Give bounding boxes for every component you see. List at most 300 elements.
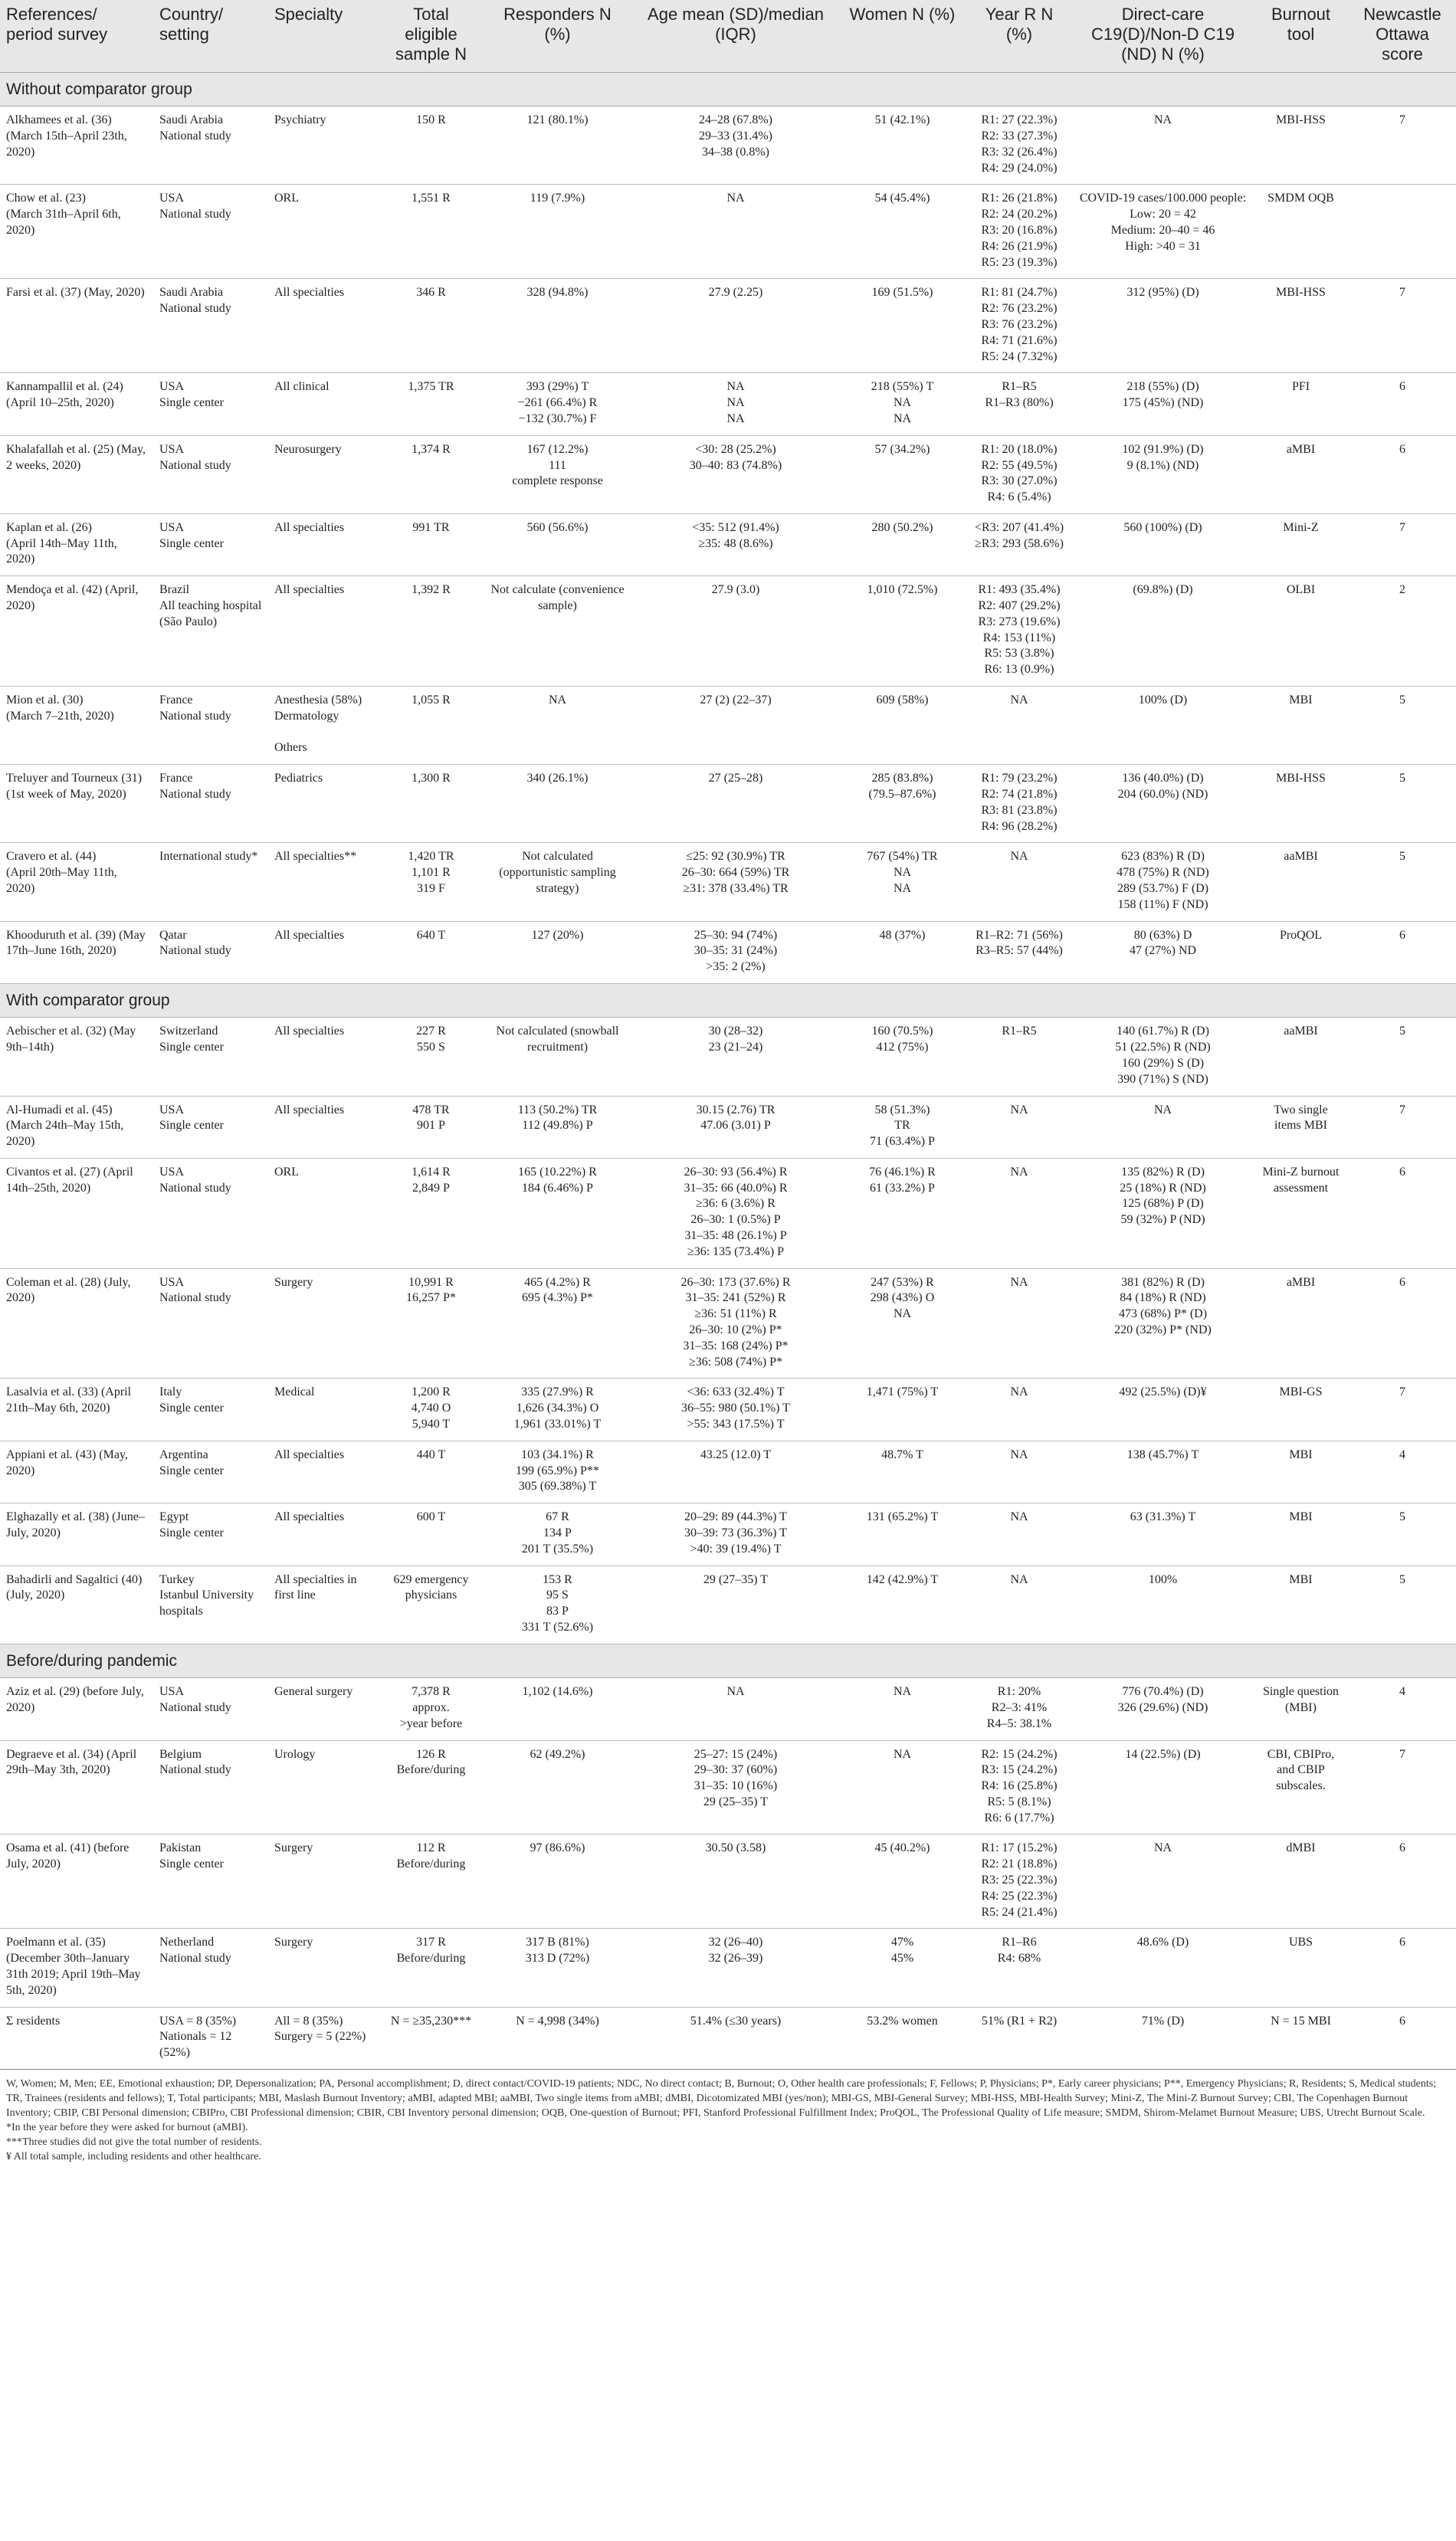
total-cell: Σ residents xyxy=(0,2007,153,2069)
table-cell: 7 xyxy=(1349,279,1456,373)
footnote-abbreviations: W, Women; M, Men; EE, Emotional exhaustion; DP, Depersonalization; PA, Personal accomplishment; D, direct contact/COVID-19 patients; NDC, No direct contact; B, Burnout; O, Other health care professionals; F, Fellows; P, Physicians; P*, Early career physicians; P**, Emergency Physicians; R, Residents; S, Medical students; TR, Trainees (residents and fellows); T, Total participants; MBI, Maslash Burnout Inventory; aMBI, adapted MBI; aaMBI, Two single items from aMBI; dMBI, Dicotomizated MBI (yes/non); MBI-GS, MBI-General Survey; MBI-HSS, MBI-Health Survey; Mini-Z, The Mini-Z Burnout Survey; CBI, The Copenhagen Burnout Inventory; CBIP, CBI Personal dimension; CBIPro, CBI Professional dimension; CBIR, CBI Inventory personal dimension; OQB, One-question of Burnout; PFI, Stanford Professional Fulfillment Index; ProQOL, The Professional Quality of Life measure; SMDM, Shirom-Melamet Burnout Measure; UBS, Utrecht Burnout Scale. xyxy=(6,2078,1437,2119)
table-row xyxy=(0,513,1456,575)
table-cell: NA xyxy=(1073,1096,1253,1158)
table-cell: 138 (45.7%) T xyxy=(1073,1441,1253,1503)
table-cell: ORL xyxy=(268,185,379,279)
group-header-row xyxy=(0,72,1456,106)
table-cell: NA xyxy=(632,1678,839,1740)
table-cell: 2 xyxy=(1349,576,1456,687)
table-cell: Anesthesia (58%) Dermatology Others xyxy=(268,687,379,765)
table-cell: MBI-HSS xyxy=(1253,279,1349,373)
table-row xyxy=(0,1096,1456,1158)
table-row xyxy=(0,1678,1456,1740)
reference-cell: Treluyer and Tourneux (31) (1st week of May, 2020) xyxy=(0,765,153,843)
table-cell: All clinical xyxy=(268,373,379,435)
table-cell: 136 (40.0%) (D) 204 (60.0%) (ND) xyxy=(1073,765,1253,843)
table-row xyxy=(0,1834,1456,1929)
table-cell: 767 (54%) TR NA NA xyxy=(839,843,966,921)
table-cell: 26–30: 93 (56.4%) R 31–35: 66 (40.0%) R ≥36: 6 (3.6%) R 26–30: 1 (0.5%) P 31–35: 48 (26.1%) P ≥36: 135 (73.4%) P xyxy=(632,1158,839,1268)
table-cell: MBI xyxy=(1253,1503,1349,1566)
table-cell: France National study xyxy=(153,765,268,843)
footnote-2: ***Three studies did not give the total number of residents. xyxy=(6,2136,262,2148)
table-cell: 58 (51.3%) TR 71 (63.4%) P xyxy=(839,1096,966,1158)
total-cell: 6 xyxy=(1349,2007,1456,2069)
table-cell: NA xyxy=(1073,1834,1253,1929)
table-row xyxy=(0,1018,1456,1096)
table-cell: 48.7% T xyxy=(839,1441,966,1503)
table-cell: 25–27: 15 (24%) 29–30: 37 (60%) 31–35: 10 (16%) 29 (25–35) T xyxy=(632,1740,839,1834)
reference-cell: Appiani et al. (43) (May, 2020) xyxy=(0,1441,153,1503)
group-header-row xyxy=(0,984,1456,1018)
column-header: Age mean (SD)/median (IQR) xyxy=(632,0,839,72)
table-cell: Qatar National study xyxy=(153,921,268,983)
table-cell: 629 emergency physicians xyxy=(379,1566,483,1644)
table-cell: 5 xyxy=(1349,1566,1456,1644)
table-cell: 346 R xyxy=(379,279,483,373)
table-cell: All specialties in first line xyxy=(268,1566,379,1644)
table-cell: 160 (70.5%) 412 (75%) xyxy=(839,1018,966,1096)
reference-cell: Chow et al. (23) (March 31th–April 6th, 2020) xyxy=(0,185,153,279)
table-cell: NA xyxy=(966,1441,1073,1503)
table-cell: ProQOL xyxy=(1253,921,1349,983)
table-row xyxy=(0,1268,1456,1379)
table-cell: 1,055 R xyxy=(379,687,483,765)
table-cell: 6 xyxy=(1349,1929,1456,2007)
table-cell: 63 (31.3%) T xyxy=(1073,1503,1253,1566)
total-cell: N = 4,998 (34%) xyxy=(483,2007,632,2069)
reference-cell: Poelmann et al. (35) (December 30th–January 31th 2019; April 19th–May 5th, 2020) xyxy=(0,1929,153,2007)
table-cell: Surgery xyxy=(268,1268,379,1379)
reference-cell: Farsi et al. (37) (May, 2020) xyxy=(0,279,153,373)
table-cell: Pediatrics xyxy=(268,765,379,843)
table-cell: 312 (95%) (D) xyxy=(1073,279,1253,373)
reference-cell: Khalafallah et al. (25) (May, 2 weeks, 2020) xyxy=(0,435,153,513)
table-cell: 153 R 95 S 83 P 331 T (52.6%) xyxy=(483,1566,632,1644)
reference-cell: Mendoça et al. (42) (April, 2020) xyxy=(0,576,153,687)
table-cell: USA Single center xyxy=(153,373,268,435)
table-cell: 1,420 TR 1,101 R 319 F xyxy=(379,843,483,921)
table-cell: 6 xyxy=(1349,435,1456,513)
footnote-1: *In the year before they were asked for burnout (aMBI). xyxy=(6,2121,248,2133)
table-cell: Saudi Arabia National study xyxy=(153,107,268,185)
table-cell: 1,300 R xyxy=(379,765,483,843)
table-cell: Single question (MBI) xyxy=(1253,1678,1349,1740)
table-cell: All specialties xyxy=(268,1096,379,1158)
table-cell: 247 (53%) R 298 (43%) O NA xyxy=(839,1268,966,1379)
table-cell: 7 xyxy=(1349,513,1456,575)
table-cell: NA xyxy=(1073,107,1253,185)
table-row xyxy=(0,687,1456,765)
table-cell: 45 (40.2%) xyxy=(839,1834,966,1929)
table-row xyxy=(0,843,1456,921)
table-cell: 135 (82%) R (D) 25 (18%) R (ND) 125 (68%) P (D) 59 (32%) P (ND) xyxy=(1073,1158,1253,1268)
table-cell: 381 (82%) R (D) 84 (18%) R (ND) 473 (68%) P* (D) 220 (32%) P* (ND) xyxy=(1073,1268,1253,1379)
table-cell: 14 (22.5%) (D) xyxy=(1073,1740,1253,1834)
column-header: Women N (%) xyxy=(839,0,966,72)
table-cell: All specialties xyxy=(268,279,379,373)
table-cell: Not calculated (opportunistic sampling strategy) xyxy=(483,843,632,921)
table-cell: R1: 27 (22.3%) R2: 33 (27.3%) R3: 32 (26.4%) R4: 29 (24.0%) xyxy=(966,107,1073,185)
table-cell: USA National study xyxy=(153,435,268,513)
table-cell: 1,551 R xyxy=(379,185,483,279)
table-cell: NA xyxy=(966,1268,1073,1379)
reference-cell: Kannampallil et al. (24) (April 10–25th, 2020) xyxy=(0,373,153,435)
table-cell: dMBI xyxy=(1253,1834,1349,1929)
table-cell: 29 (27–35) T xyxy=(632,1566,839,1644)
table-row xyxy=(0,1158,1456,1268)
table-cell: NA xyxy=(966,1503,1073,1566)
table-cell: 27 (25–28) xyxy=(632,765,839,843)
table-cell: Saudi Arabia National study xyxy=(153,279,268,373)
table-cell: 24–28 (67.8%) 29–33 (31.4%) 34–38 (0.8%) xyxy=(632,107,839,185)
table-cell: 285 (83.8%) (79.5–87.6%) xyxy=(839,765,966,843)
table-cell: ORL xyxy=(268,1158,379,1268)
table-cell: 30.50 (3.58) xyxy=(632,1834,839,1929)
table-cell: Switzerland Single center xyxy=(153,1018,268,1096)
table-cell: CBI, CBIPro, and CBIP subscales. xyxy=(1253,1740,1349,1834)
table-cell: R1: 20 (18.0%) R2: 55 (49.5%) R3: 30 (27.0%) R4: 6 (5.4%) xyxy=(966,435,1073,513)
table-cell: 131 (65.2%) T xyxy=(839,1503,966,1566)
table-cell: 1,392 R xyxy=(379,576,483,687)
reference-cell: Alkhamees et al. (36) (March 15th–April 23th, 2020) xyxy=(0,107,153,185)
table-cell: 142 (42.9%) T xyxy=(839,1566,966,1644)
table-cell: 30.15 (2.76) TR 47.06 (3.01) P xyxy=(632,1096,839,1158)
table-cell: 218 (55%) (D) 175 (45%) (ND) xyxy=(1073,373,1253,435)
table-cell: R1–R5 R1–R3 (80%) xyxy=(966,373,1073,435)
table-cell: 4 xyxy=(1349,1678,1456,1740)
table-row xyxy=(0,1441,1456,1503)
table-cell: NA xyxy=(966,1379,1073,1441)
table-cell: 32 (26–40) 32 (26–39) xyxy=(632,1929,839,2007)
column-header: Responders N (%) xyxy=(483,0,632,72)
table-cell: 127 (20%) xyxy=(483,921,632,983)
reference-cell: Mion et al. (30) (March 7–21th, 2020) xyxy=(0,687,153,765)
table-cell: Not calculate (convenience sample) xyxy=(483,576,632,687)
table-cell: 640 T xyxy=(379,921,483,983)
table-cell: 7 xyxy=(1349,1096,1456,1158)
table-cell: 7 xyxy=(1349,1379,1456,1441)
table-cell: 80 (63%) D 47 (27%) ND xyxy=(1073,921,1253,983)
table-cell: 5 xyxy=(1349,687,1456,765)
column-header: Specialty xyxy=(268,0,379,72)
table-cell: <30: 28 (25.2%) 30–40: 83 (74.8%) xyxy=(632,435,839,513)
table-cell: 5 xyxy=(1349,1503,1456,1566)
table-cell: 227 R 550 S xyxy=(379,1018,483,1096)
group-header-row xyxy=(0,1644,1456,1677)
total-cell: 71% (D) xyxy=(1073,2007,1253,2069)
table-cell: 1,010 (72.5%) xyxy=(839,576,966,687)
table-cell: NA xyxy=(839,1678,966,1740)
table-cell: 25–30: 94 (74%) 30–35: 31 (24%) >35: 2 (2%) xyxy=(632,921,839,983)
total-cell: N = 15 MBI xyxy=(1253,2007,1349,2069)
reference-cell: Coleman et al. (28) (July, 2020) xyxy=(0,1268,153,1379)
table-cell: 340 (26.1%) xyxy=(483,765,632,843)
table-cell: aMBI xyxy=(1253,435,1349,513)
group-title: Before/during pandemic xyxy=(0,1644,1456,1677)
table-cell: Argentina Single center xyxy=(153,1441,268,1503)
table-cell: All specialties** xyxy=(268,843,379,921)
table-cell: COVID-19 cases/100.000 people: Low: 20 = 42 Medium: 20–40 = 46 High: >40 = 31 xyxy=(1073,185,1253,279)
table-row xyxy=(0,1566,1456,1644)
table-cell: <R3: 207 (41.4%) ≥R3: 293 (58.6%) xyxy=(966,513,1073,575)
table-cell: Medical xyxy=(268,1379,379,1441)
table-cell: NA xyxy=(966,843,1073,921)
table-cell: 121 (80.1%) xyxy=(483,107,632,185)
table-cell: R1: 20% R2–3: 41% R4–5: 38.1% xyxy=(966,1678,1073,1740)
table-cell: NA xyxy=(839,1740,966,1834)
table-cell: All specialties xyxy=(268,1503,379,1566)
table-row xyxy=(0,107,1456,185)
table-cell: Mini-Z xyxy=(1253,513,1349,575)
table-cell: aaMBI xyxy=(1253,843,1349,921)
table-cell: 43.25 (12.0) T xyxy=(632,1441,839,1503)
table-cell: 27.9 (2.25) xyxy=(632,279,839,373)
reference-cell: Bahadirli and Sagaltici (40) (July, 2020) xyxy=(0,1566,153,1644)
table-cell: R1: 81 (24.7%) R2: 76 (23.2%) R3: 76 (23.2%) R4: 71 (21.6%) R5: 24 (7.32%) xyxy=(966,279,1073,373)
table-cell: 6 xyxy=(1349,373,1456,435)
table-cell: 4 xyxy=(1349,1441,1456,1503)
table-cell: 393 (29%) T −261 (66.4%) R −132 (30.7%) F xyxy=(483,373,632,435)
table-cell: 776 (70.4%) (D) 326 (29.6%) (ND) xyxy=(1073,1678,1253,1740)
table-cell: USA National study xyxy=(153,1158,268,1268)
table-cell: 97 (86.6%) xyxy=(483,1834,632,1929)
table-cell: 112 R Before/during xyxy=(379,1834,483,1929)
column-header: Year R N (%) xyxy=(966,0,1073,72)
table-cell: 7,378 R approx. >year before xyxy=(379,1678,483,1740)
table-cell: NA xyxy=(632,185,839,279)
table-cell: 7 xyxy=(1349,1740,1456,1834)
table-row xyxy=(0,576,1456,687)
table-cell: 335 (27.9%) R 1,626 (34.3%) O 1,961 (33.01%) T xyxy=(483,1379,632,1441)
table-cell: USA Single center xyxy=(153,513,268,575)
table-cell: 67 R 134 P 201 T (35.5%) xyxy=(483,1503,632,1566)
table-cell: MBI xyxy=(1253,1566,1349,1644)
table-cell: Neurosurgery xyxy=(268,435,379,513)
table-cell: 47% 45% xyxy=(839,1929,966,2007)
table-cell: R1–R2: 71 (56%) R3–R5: 57 (44%) xyxy=(966,921,1073,983)
table-cell: 10,991 R 16,257 P* xyxy=(379,1268,483,1379)
total-cell: 51% (R1 + R2) xyxy=(966,2007,1073,2069)
table-cell: NA xyxy=(966,687,1073,765)
table-cell: 1,471 (75%) T xyxy=(839,1379,966,1441)
table-cell: 317 R Before/during xyxy=(379,1929,483,2007)
table-cell: 1,614 R 2,849 P xyxy=(379,1158,483,1268)
table-cell: Psychiatry xyxy=(268,107,379,185)
reference-cell: Elghazally et al. (38) (June–July, 2020) xyxy=(0,1503,153,1566)
table-cell: 6 xyxy=(1349,1834,1456,1929)
column-header: References/ period survey xyxy=(0,0,153,72)
table-row xyxy=(0,1929,1456,2007)
total-cell: USA = 8 (35%) Nationals = 12 (52%) xyxy=(153,2007,268,2069)
header-row xyxy=(0,0,1456,72)
table-row xyxy=(0,185,1456,279)
table-cell: <35: 512 (91.4%) ≥35: 48 (8.6%) xyxy=(632,513,839,575)
reference-cell: Aziz et al. (29) (before July, 2020) xyxy=(0,1678,153,1740)
table-cell: Surgery xyxy=(268,1834,379,1929)
table-cell: 126 R Before/during xyxy=(379,1740,483,1834)
table-cell: 317 B (81%) 313 D (72%) xyxy=(483,1929,632,2007)
column-header: Total eligible sample N xyxy=(379,0,483,72)
total-cell: N = ≥35,230*** xyxy=(379,2007,483,2069)
table-cell: International study* xyxy=(153,843,268,921)
table-cell: NA xyxy=(966,1158,1073,1268)
column-header: Burnout tool xyxy=(1253,0,1349,72)
table-cell: Pakistan Single center xyxy=(153,1834,268,1929)
table-cell: 5 xyxy=(1349,1018,1456,1096)
table-cell: 328 (94.8%) xyxy=(483,279,632,373)
table-row xyxy=(0,921,1456,983)
table-cell: 1,102 (14.6%) xyxy=(483,1678,632,1740)
table-cell: Turkey Istanbul University hospitals xyxy=(153,1566,268,1644)
table-cell: All specialties xyxy=(268,576,379,687)
group-title: Without comparator group xyxy=(0,72,1456,106)
table-cell: 119 (7.9%) xyxy=(483,185,632,279)
table-cell: 20–29: 89 (44.3%) T 30–39: 73 (36.3%) T >40: 39 (19.4%) T xyxy=(632,1503,839,1566)
table-cell: (69.8%) (D) xyxy=(1073,576,1253,687)
total-cell: 53.2% women xyxy=(839,2007,966,2069)
table-cell: 54 (45.4%) xyxy=(839,185,966,279)
table-cell: General surgery xyxy=(268,1678,379,1740)
reference-cell: Al-Humadi et al. (45) (March 24th–May 15th, 2020) xyxy=(0,1096,153,1158)
total-cell: All = 8 (35%) Surgery = 5 (22%) xyxy=(268,2007,379,2069)
table-row xyxy=(0,435,1456,513)
table-row xyxy=(0,765,1456,843)
table-cell: France National study xyxy=(153,687,268,765)
reference-cell: Khooduruth et al. (39) (May 17th–June 16th, 2020) xyxy=(0,921,153,983)
table-cell: 5 xyxy=(1349,765,1456,843)
table-row xyxy=(0,373,1456,435)
table-cell: PFI xyxy=(1253,373,1349,435)
table-cell: 100% xyxy=(1073,1566,1253,1644)
reference-cell: Civantos et al. (27) (April 14th–25th, 2020) xyxy=(0,1158,153,1268)
table-cell: R1: 26 (21.8%) R2: 24 (20.2%) R3: 20 (16.8%) R4: 26 (21.9%) R5: 23 (19.3%) xyxy=(966,185,1073,279)
table-cell: 7 xyxy=(1349,107,1456,185)
table-row xyxy=(0,1379,1456,1441)
table-cell: 218 (55%) T NA NA xyxy=(839,373,966,435)
table-cell: R1–R5 xyxy=(966,1018,1073,1096)
table-cell: OLBI xyxy=(1253,576,1349,687)
table-cell: 102 (91.9%) (D) 9 (8.1%) (ND) xyxy=(1073,435,1253,513)
table-cell: 48.6% (D) xyxy=(1073,1929,1253,2007)
table-cell: R1: 79 (23.2%) R2: 74 (21.8%) R3: 81 (23.8%) R4: 96 (28.2%) xyxy=(966,765,1073,843)
table-cell: R1: 493 (35.4%) R2: 407 (29.2%) R3: 273 (19.6%) R4: 153 (11%) R5: 53 (3.8%) R6: 13 (0.9%) xyxy=(966,576,1073,687)
table-cell: 560 (56.6%) xyxy=(483,513,632,575)
table-cell: 26–30: 173 (37.6%) R 31–35: 241 (52%) R ≥36: 51 (11%) R 26–30: 10 (2%) P* 31–35: 168 (24%) P* ≥36: 508 (74%) P* xyxy=(632,1268,839,1379)
table-cell: 5 xyxy=(1349,843,1456,921)
table-cell: 6 xyxy=(1349,921,1456,983)
total-cell: 51.4% (≤30 years) xyxy=(632,2007,839,2069)
column-header: Newcastle Ottawa score xyxy=(1349,0,1456,72)
reference-cell: Cravero et al. (44) (April 20th–May 11th, 2020) xyxy=(0,843,153,921)
table-cell: All specialties xyxy=(268,1441,379,1503)
table-cell: R1: 17 (15.2%) R2: 21 (18.8%) R3: 25 (22.3%) R4: 25 (22.3%) R5: 24 (21.4%) xyxy=(966,1834,1073,1929)
table-cell: Two single items MBI xyxy=(1253,1096,1349,1158)
table-cell: Italy Single center xyxy=(153,1379,268,1441)
table-cell: <36: 633 (32.4%) T 36–55: 980 (50.1%) T >55: 343 (17.5%) T xyxy=(632,1379,839,1441)
table-cell: Mini-Z burnout assessment xyxy=(1253,1158,1349,1268)
table-cell: 51 (42.1%) xyxy=(839,107,966,185)
table-cell: 62 (49.2%) xyxy=(483,1740,632,1834)
table-cell: 6 xyxy=(1349,1268,1456,1379)
table-cell: Urology xyxy=(268,1740,379,1834)
table-cell: 1,200 R 4,740 O 5,940 T xyxy=(379,1379,483,1441)
table-cell: USA National study xyxy=(153,1678,268,1740)
table-cell: NA xyxy=(966,1566,1073,1644)
table-cell: Not calculated (snowball recruitment) xyxy=(483,1018,632,1096)
reference-cell: Degraeve et al. (34) (April 29th–May 3th, 2020) xyxy=(0,1740,153,1834)
table-row xyxy=(0,1740,1456,1834)
table-cell: All specialties xyxy=(268,921,379,983)
table-cell: NA NA NA xyxy=(632,373,839,435)
table-cell: 1,375 TR xyxy=(379,373,483,435)
table-cell: aaMBI xyxy=(1253,1018,1349,1096)
table-cell: Egypt Single center xyxy=(153,1503,268,1566)
table-cell: 48 (37%) xyxy=(839,921,966,983)
table-cell: NA xyxy=(966,1096,1073,1158)
table-row xyxy=(0,279,1456,373)
table-cell: Netherland National study xyxy=(153,1929,268,2007)
table-cell: 991 TR xyxy=(379,513,483,575)
table-cell: R2: 15 (24.2%) R3: 15 (24.2%) R4: 16 (25.8%) R5: 5 (8.1%) R6: 6 (17.7%) xyxy=(966,1740,1073,1834)
table-cell: 600 T xyxy=(379,1503,483,1566)
table-cell: 165 (10.22%) R 184 (6.46%) P xyxy=(483,1158,632,1268)
reference-cell: Lasalvia et al. (33) (April 21th–May 6th, 2020) xyxy=(0,1379,153,1441)
table-cell: Surgery xyxy=(268,1929,379,2007)
table-cell: 280 (50.2%) xyxy=(839,513,966,575)
reference-cell: Osama et al. (41) (before July, 2020) xyxy=(0,1834,153,1929)
table-cell: MBI xyxy=(1253,1441,1349,1503)
table-cell: USA National study xyxy=(153,185,268,279)
table-cell: USA National study xyxy=(153,1268,268,1379)
table-cell: 57 (34.2%) xyxy=(839,435,966,513)
table-cell: 27 (2) (22–37) xyxy=(632,687,839,765)
table-cell: 30 (28–32) 23 (21–24) xyxy=(632,1018,839,1096)
table-cell: 103 (34.1%) R 199 (65.9%) P** 305 (69.38%) T xyxy=(483,1441,632,1503)
table-cell: MBI-HSS xyxy=(1253,107,1349,185)
table-cell: 478 TR 901 P xyxy=(379,1096,483,1158)
footnotes xyxy=(0,2070,1456,2173)
table-cell: 492 (25.5%) (D)¥ xyxy=(1073,1379,1253,1441)
total-row xyxy=(0,2007,1456,2069)
table-cell: 27.9 (3.0) xyxy=(632,576,839,687)
table-cell: R1–R6 R4: 68% xyxy=(966,1929,1073,2007)
table-cell: All specialties xyxy=(268,513,379,575)
table-cell: 6 xyxy=(1349,1158,1456,1268)
table-cell: 440 T xyxy=(379,1441,483,1503)
reference-cell: Aebischer et al. (32) (May 9th–14th) xyxy=(0,1018,153,1096)
table-cell: USA Single center xyxy=(153,1096,268,1158)
table-cell: 113 (50.2%) TR 112 (49.8%) P xyxy=(483,1096,632,1158)
table-cell: Belgium National study xyxy=(153,1740,268,1834)
table-cell: 150 R xyxy=(379,107,483,185)
table-cell: MBI-GS xyxy=(1253,1379,1349,1441)
table-cell: All specialties xyxy=(268,1018,379,1096)
group-title: With comparator group xyxy=(0,984,1456,1018)
table-cell: ≤25: 92 (30.9%) TR 26–30: 664 (59%) TR ≥31: 378 (33.4%) TR xyxy=(632,843,839,921)
table-cell: 140 (61.7%) R (D) 51 (22.5%) R (ND) 160 (29%) S (D) 390 (71%) S (ND) xyxy=(1073,1018,1253,1096)
table-cell: aMBI xyxy=(1253,1268,1349,1379)
table-cell: 169 (51.5%) xyxy=(839,279,966,373)
table-row xyxy=(0,1503,1456,1566)
column-header: Direct-care C19(D)/Non-D C19 (ND) N (%) xyxy=(1073,0,1253,72)
table-cell: UBS xyxy=(1253,1929,1349,2007)
table-cell: 1,374 R xyxy=(379,435,483,513)
table-cell: MBI-HSS xyxy=(1253,765,1349,843)
reference-cell: Kaplan et al. (26) (April 14th–May 11th, 2020) xyxy=(0,513,153,575)
table-cell: 167 (12.2%) 111 complete response xyxy=(483,435,632,513)
footnote-3: ¥ All total sample, including residents and other healthcare. xyxy=(6,2150,261,2162)
table-cell: NA xyxy=(483,687,632,765)
